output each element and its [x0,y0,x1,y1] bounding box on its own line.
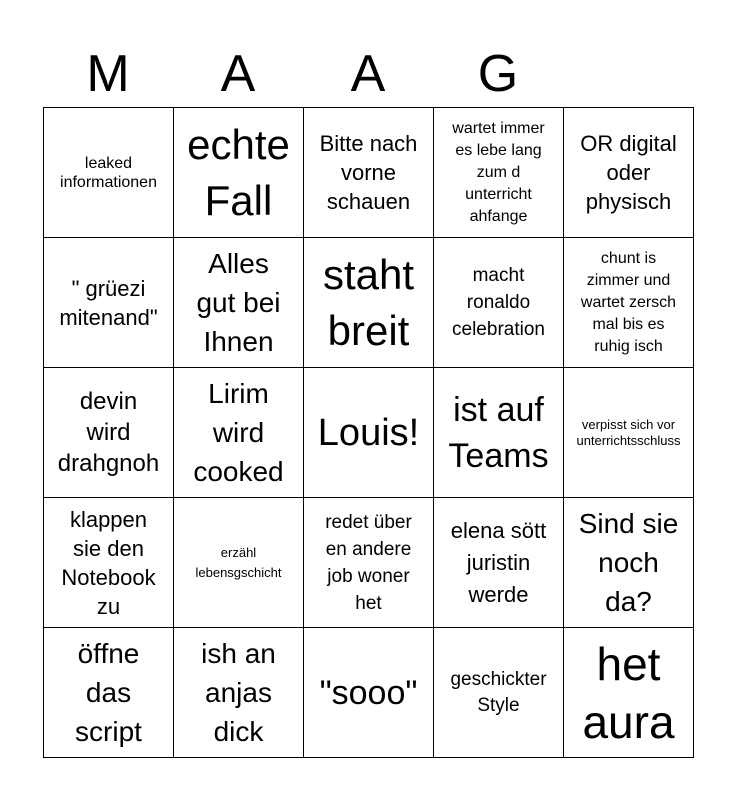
cell-text: echte Fall [187,120,290,224]
bingo-cell-r4c4[interactable] [434,498,564,628]
bingo-cell-r4c1[interactable] [44,498,174,628]
bingo-cell-r3c3[interactable] [304,368,434,498]
bingo-cell-r5c4[interactable] [434,628,564,758]
header-letter-2: A [220,45,256,103]
cell-text: ish an anjas dick [201,638,276,747]
cell-text: Louis! [317,411,420,454]
cell-text: Bitte nach vorne schauen [319,131,418,214]
cell-text: elena sött juristin werde [450,517,547,607]
bingo-cell-r4c2[interactable] [174,498,304,628]
bingo-cell-r1c1[interactable] [44,108,174,238]
cell-text: Alles gut bei Ihnen [196,248,281,357]
bingo-grid [43,107,694,758]
header-letter-4: G [477,45,519,103]
cell-text: het aura [582,637,675,748]
cell-text: chunt is zimmer und wartet zersch mal bis es ruhig isch [580,249,677,355]
bingo-cell-r1c3[interactable] [304,108,434,238]
bingo-cell-r2c3[interactable] [304,238,434,368]
cell-text: "sooo" [319,673,418,712]
bingo-cell-r2c4[interactable] [434,238,564,368]
cell-text: ist auf Teams [448,390,549,475]
bingo-cell-r3c5[interactable] [564,368,694,498]
header-letter-3: A [350,45,386,103]
cell-text: leaked informationen [60,154,157,191]
cell-text: wartet immer es lebe lang zum d unterricht ahfange [452,119,545,225]
cell-text: redet über en andere job woner het [325,511,412,614]
bingo-cell-r1c2[interactable] [174,108,304,238]
cell-text: geschickter Style [450,668,547,716]
bingo-cell-r4c3[interactable] [304,498,434,628]
header-letter-1: M [86,45,130,103]
cell-text: Sind sie noch da? [578,508,679,617]
cell-text: staht breit [322,250,415,354]
bingo-cell-r1c4[interactable] [434,108,564,238]
bingo-cell-r2c2[interactable] [174,238,304,368]
cell-text: erzähl lebensgschicht [195,544,282,580]
cell-text: OR digital oder physisch [580,131,677,214]
cell-text: Lirim wird cooked [193,378,284,487]
bingo-cell-r2c5[interactable] [564,238,694,368]
cell-text: macht ronaldo celebration [452,265,545,340]
bingo-cell-r1c5[interactable] [564,108,694,238]
bingo-cell-r5c1[interactable] [44,628,174,758]
bingo-cell-r4c5[interactable] [564,498,694,628]
cell-text: " grüezi mitenand" [59,275,158,330]
bingo-cell-r3c4[interactable] [434,368,564,498]
bingo-cell-r2c1[interactable] [44,238,174,368]
cell-text: klappen sie den Notebook zu [61,506,156,619]
cell-text: verpisst sich vor unterrichtsschluss [576,416,681,448]
bingo-header [43,42,693,106]
bingo-cell-r5c3[interactable] [304,628,434,758]
bingo-cell-r5c2[interactable] [174,628,304,758]
cell-text: devin wird drahgnoh [57,388,160,477]
header-letter-5 [563,42,693,106]
bingo-cell-r3c2[interactable] [174,368,304,498]
bingo-cell-r5c5[interactable] [564,628,694,758]
cell-text: öffne das script [75,638,142,747]
bingo-cell-r3c1[interactable] [44,368,174,498]
